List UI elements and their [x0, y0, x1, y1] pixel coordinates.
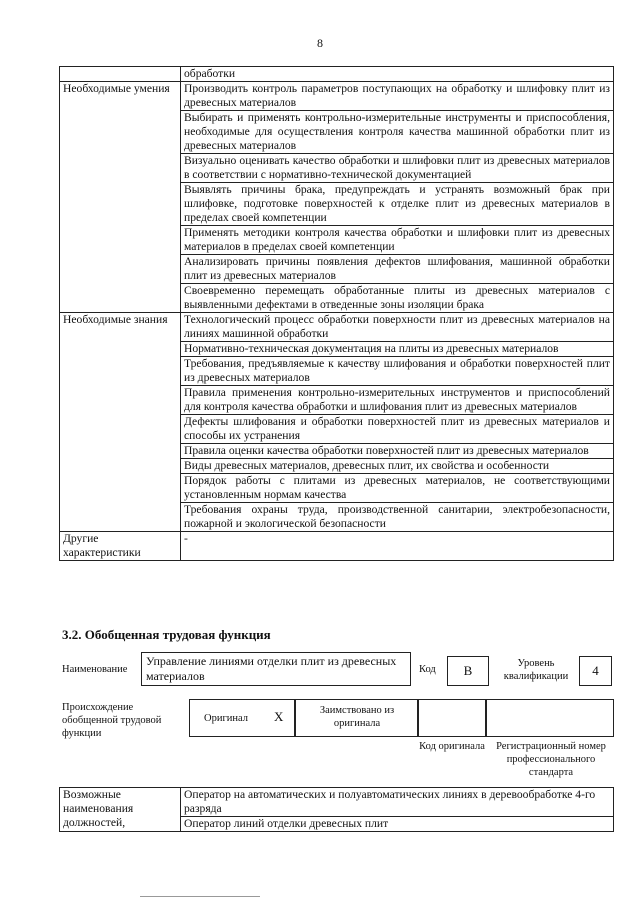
row-label: Другие характеристики	[60, 532, 181, 561]
borrowed-cell	[295, 699, 418, 737]
row-label: Необходимые знания	[60, 313, 181, 532]
row-content: Дефекты шлифования и обработки поверхностей плит из древесных материалов и способы их устранения	[181, 415, 614, 444]
page-number: 8	[317, 36, 323, 50]
qualification-level-field: 4	[579, 656, 612, 686]
positions-label: Возможные наименования должностей,	[60, 788, 181, 832]
section-title: 3.2. Обобщенная трудовая функция	[62, 627, 271, 642]
borrowed-label: Заимствовано из оригинала	[319, 705, 395, 729]
function-name-field: Управление линиями отделки плит из древесных материалов	[141, 652, 411, 686]
original-cell	[189, 699, 295, 737]
row-content: Требования, предъявляемые к качеству шлифования и обработки поверхностей плит из древесных материалов	[181, 357, 614, 386]
reg-number-label: Регистрационный номер профессионального стандарта	[496, 741, 606, 778]
page-edge-line	[140, 896, 260, 897]
table-row	[60, 82, 614, 111]
row-content: Своевременно перемещать обработанные плиты из древесных материалов с выявленными дефектами в отведенные зоны изоляции брака	[181, 284, 614, 313]
skills-knowledge-table	[59, 66, 614, 561]
function-code-field: B	[447, 656, 489, 686]
code-label: Код	[419, 664, 436, 675]
row-content: Нормативно-техническая документация на плиты из древесных материалов	[181, 342, 614, 357]
row-label: Необходимые умения	[60, 82, 181, 313]
position-item: Оператор на автоматических и полуавтоматических линиях в деревообработке 4-го разряда	[181, 788, 614, 817]
row-content: Анализировать причины появления дефектов шлифования, машинной обработки плит из древесных материалов	[181, 255, 614, 284]
row-content: обработки	[181, 67, 614, 82]
origin-row	[189, 699, 614, 737]
row-content: Технологический процесс обработки поверхности плит из древесных материалов на линиях машинной обработки	[181, 313, 614, 342]
name-label: Наименование	[62, 664, 128, 675]
origin-label: Происхождение обобщенной трудовой функции	[62, 702, 162, 739]
row-content: -	[181, 532, 614, 561]
row-content: Производить контроль параметров поступающих на обработку и шлифовку плит из древесных материалов	[181, 82, 614, 111]
code-original-cell	[418, 699, 486, 737]
table-row	[60, 532, 614, 561]
positions-table	[59, 787, 614, 832]
code-original-label: Код оригинала	[419, 741, 485, 752]
row-content: Правила применения контрольно-измерительных инструментов и приспособлений для контроля качества обработки и шлифования плит из древесных материалов	[181, 386, 614, 415]
row-content: Порядок работы с плитами из древесных материалов, не соответствующими установленным нормам качества	[181, 474, 614, 503]
row-content: Виды древесных материалов, древесных плит, их свойства и особенности	[181, 459, 614, 474]
row-content: Правила оценки качества обработки поверхностей плит из древесных материалов	[181, 444, 614, 459]
table-row	[60, 67, 614, 82]
position-item: Оператор линий отделки древесных плит	[181, 817, 614, 832]
level-label: Уровень квалификации	[503, 658, 569, 682]
original-label: Оригинал	[204, 713, 248, 724]
row-content: Выбирать и применять контрольно-измерительные инструменты и приспособления, необходимые для осуществления контроля качества машинной обработки плит из древесных материалов	[181, 111, 614, 154]
row-content: Применять методики контроля качества обработки и шлифовки плит из древесных материалов в пределах своей компетенции	[181, 226, 614, 255]
row-label	[60, 67, 181, 82]
reg-number-cell	[486, 699, 614, 737]
row-content: Визуально оценивать качество обработки и шлифовки плит из древесных материалов в соответствии с нормативно-технической документацией	[181, 154, 614, 183]
table-row	[60, 313, 614, 342]
row-content: Выявлять причины брака, предупреждать и устранять возможный брак при шлифовке, подготовке поверхностей к отделке плит из древесных материалов в пределах своей компетенции	[181, 183, 614, 226]
row-content: Требования охраны труда, производственной санитарии, электробезопасности, пожарной и экологической безопасности	[181, 503, 614, 532]
original-mark: X	[274, 709, 284, 724]
